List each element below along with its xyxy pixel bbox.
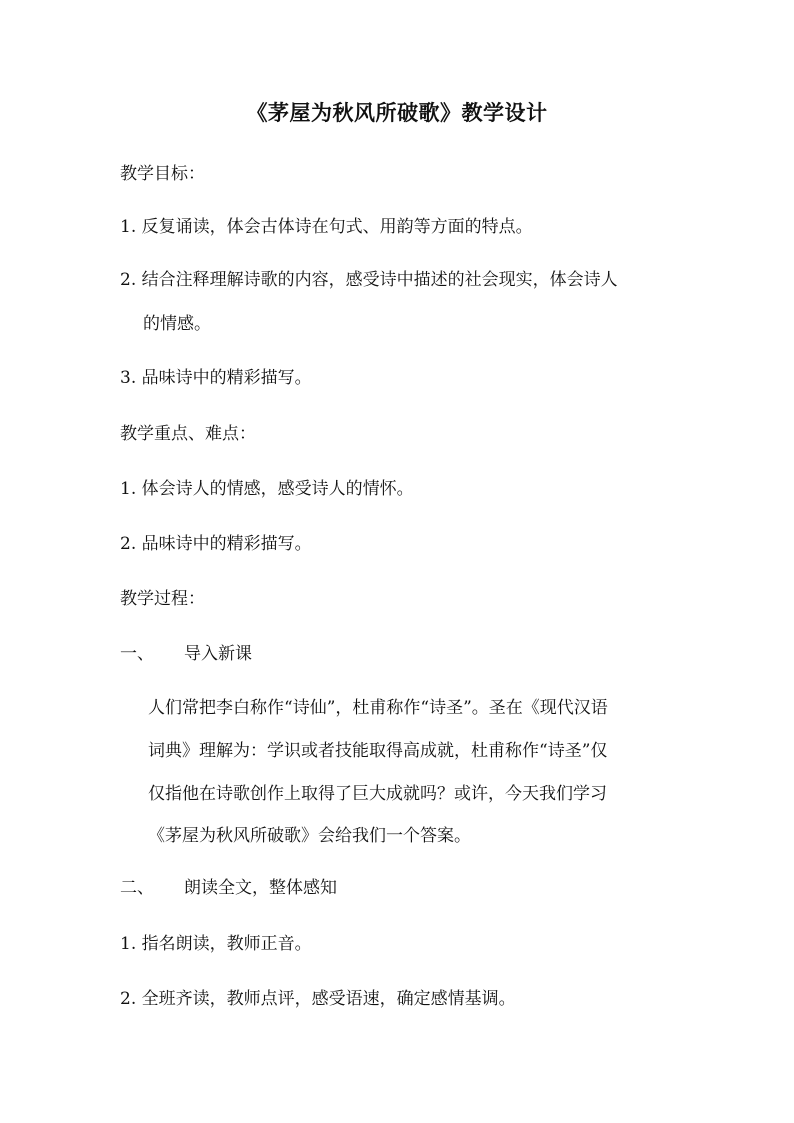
document-title: 《茅屋为秋风所破歌》教学设计 [246, 100, 548, 125]
section-1-heading [120, 640, 252, 668]
process-heading: 教学过程： [120, 589, 205, 609]
objective-item-1: 1. 反复诵读，体会古体诗在句式、用韵等方面的特点。 [120, 217, 533, 237]
section-1-number: 一、 [120, 644, 154, 664]
section-1-paragraph-line-2: 词典》理解为：学识或者技能取得高成就，杜甫称作“诗圣”仅 [148, 741, 608, 761]
key-points-heading: 教学重点、难点： [120, 424, 256, 444]
section-1-paragraph-line-4: 《茅屋为秋风所破歌》会给我们一个答案。 [148, 826, 471, 846]
section-1-label: 导入新课 [184, 644, 252, 664]
objectives-heading: 教学目标： [120, 164, 205, 184]
key-point-item-2: 2. 品味诗中的精彩描写。 [120, 534, 312, 554]
section-2-heading [120, 874, 337, 902]
section-2-number: 二、 [120, 878, 154, 898]
section-2-item-1: 1. 指名朗读，教师正音。 [120, 934, 312, 954]
section-2-label: 朗读全文，整体感知 [184, 878, 337, 898]
objective-item-2: 2. 结合注释理解诗歌的内容，感受诗中描述的社会现实，体会诗人 [120, 270, 618, 290]
section-2-item-2: 2. 全班齐读，教师点评，感受语速，确定感情基调。 [120, 989, 516, 1009]
objective-item-2-continuation: 的情感。 [143, 314, 211, 334]
key-point-item-1: 1. 体会诗人的情感，感受诗人的情怀。 [120, 479, 414, 499]
section-1-paragraph-line-3: 仅指他在诗歌创作上取得了巨大成就吗？或许，今天我们学习 [148, 784, 607, 804]
objective-item-3: 3. 品味诗中的精彩描写。 [120, 368, 312, 388]
section-1-paragraph-line-1: 人们常把李白称作“诗仙”，杜甫称作“诗圣”。圣在《现代汉语 [148, 698, 608, 718]
